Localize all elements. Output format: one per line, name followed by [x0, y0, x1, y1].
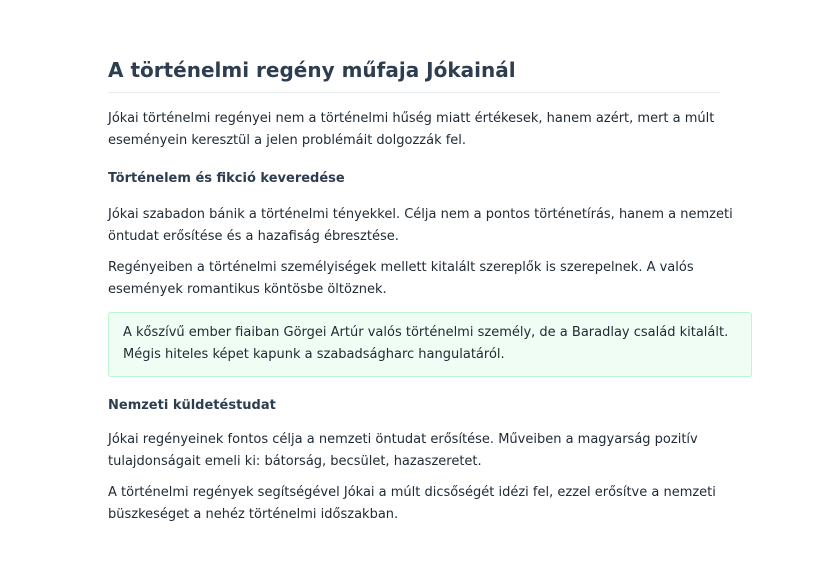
section-heading-history-fiction: Történelem és fikció keveredése: [108, 171, 345, 186]
paragraph: Regényeiben a történelmi személyiségek mellett kitalált szereplők is szerepelnek. A valós események romantikus köntösbe öltöznek.: [108, 260, 694, 297]
paragraph: Jókai regényeinek fontos célja a nemzeti öntudat erősítése. Műveiben a magyarság pozitív tulajdonságait emeli ki: bátorság, becsület, hazaszeretet.: [108, 432, 698, 469]
section-heading-national-mission: Nemzeti küldetéstudat: [108, 398, 276, 413]
example-callout: [108, 312, 752, 377]
paragraph: A történelmi regények segítségével Jókai a múlt dicsőségét idézi fel, ezzel erősítve a nemzeti büszkeséget a nehéz történelmi időszakban.: [108, 485, 716, 522]
page-title: A történelmi regény műfaja Jókainál: [108, 56, 720, 93]
intro-paragraph: Jókai történelmi regényei nem a történelmi hűség miatt értékesek, hanem azért, mert a múlt eseményein keresztül a jelen problémáit dolgozzák fel.: [108, 111, 715, 148]
callout-text: A kőszívű ember fiaiban Görgei Artúr valós történelmi személy, de a Baradlay család kitalált. Mégis hiteles képet kapunk a szabadságharc hangulatáról.: [123, 325, 729, 362]
paragraph: Jókai szabadon bánik a történelmi tényekkel. Célja nem a pontos történetírás, hanem a nemzeti öntudat erősítése és a hazafiság ébresztése.: [108, 207, 733, 244]
